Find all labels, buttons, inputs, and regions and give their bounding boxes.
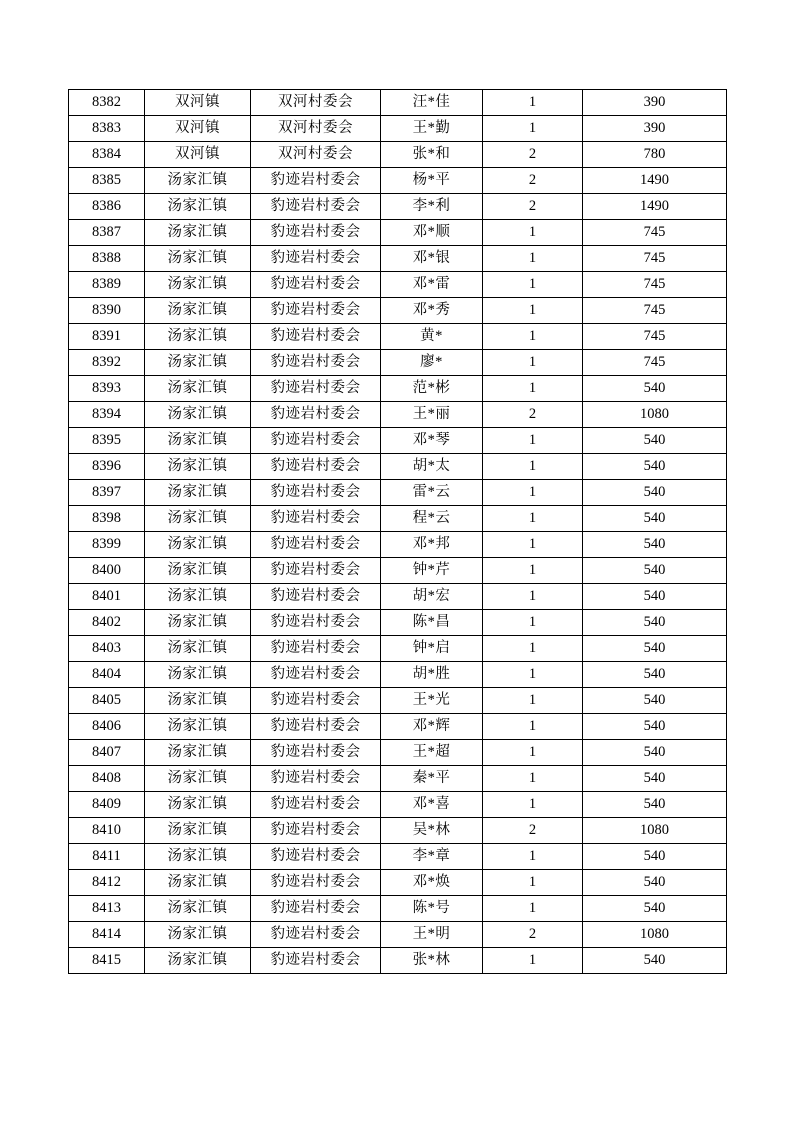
cell-person-name: 张*和 <box>381 142 483 168</box>
cell-person-name: 邓*琴 <box>381 428 483 454</box>
cell-person-count: 1 <box>483 90 583 116</box>
cell-person-name: 李*利 <box>381 194 483 220</box>
cell-village-committee: 豹迹岩村委会 <box>251 246 381 272</box>
table-row <box>69 792 727 818</box>
cell-township: 汤家汇镇 <box>145 402 251 428</box>
cell-village-committee: 豹迹岩村委会 <box>251 168 381 194</box>
cell-serial-number: 8401 <box>69 584 145 610</box>
cell-township: 汤家汇镇 <box>145 662 251 688</box>
cell-person-name: 杨*平 <box>381 168 483 194</box>
cell-amount: 540 <box>583 376 727 402</box>
cell-township: 汤家汇镇 <box>145 168 251 194</box>
cell-amount: 745 <box>583 350 727 376</box>
cell-amount: 540 <box>583 740 727 766</box>
cell-person-count: 1 <box>483 454 583 480</box>
cell-amount: 390 <box>583 90 727 116</box>
cell-amount: 1080 <box>583 922 727 948</box>
cell-village-committee: 豹迹岩村委会 <box>251 610 381 636</box>
cell-amount: 540 <box>583 480 727 506</box>
cell-person-name: 陈*昌 <box>381 610 483 636</box>
cell-person-name: 王*勤 <box>381 116 483 142</box>
cell-serial-number: 8409 <box>69 792 145 818</box>
cell-person-count: 2 <box>483 922 583 948</box>
table-row <box>69 142 727 168</box>
cell-serial-number: 8396 <box>69 454 145 480</box>
table-row <box>69 766 727 792</box>
cell-person-count: 1 <box>483 350 583 376</box>
cell-township: 汤家汇镇 <box>145 246 251 272</box>
cell-person-name: 邓*银 <box>381 246 483 272</box>
cell-township: 汤家汇镇 <box>145 870 251 896</box>
cell-person-name: 黄* <box>381 324 483 350</box>
cell-person-count: 1 <box>483 714 583 740</box>
cell-person-name: 邓*顺 <box>381 220 483 246</box>
cell-amount: 540 <box>583 506 727 532</box>
cell-serial-number: 8385 <box>69 168 145 194</box>
cell-village-committee: 豹迹岩村委会 <box>251 792 381 818</box>
table-row <box>69 948 727 974</box>
cell-person-name: 王*超 <box>381 740 483 766</box>
cell-serial-number: 8400 <box>69 558 145 584</box>
cell-township: 汤家汇镇 <box>145 792 251 818</box>
cell-person-count: 1 <box>483 662 583 688</box>
table-row <box>69 896 727 922</box>
cell-person-name: 李*章 <box>381 844 483 870</box>
cell-person-count: 1 <box>483 532 583 558</box>
cell-person-count: 1 <box>483 610 583 636</box>
cell-person-count: 1 <box>483 506 583 532</box>
cell-person-count: 1 <box>483 428 583 454</box>
cell-serial-number: 8395 <box>69 428 145 454</box>
cell-township: 汤家汇镇 <box>145 220 251 246</box>
table-row <box>69 324 727 350</box>
cell-serial-number: 8389 <box>69 272 145 298</box>
cell-township: 汤家汇镇 <box>145 350 251 376</box>
cell-person-name: 王*光 <box>381 688 483 714</box>
cell-village-committee: 豹迹岩村委会 <box>251 402 381 428</box>
cell-village-committee: 豹迹岩村委会 <box>251 844 381 870</box>
table-row <box>69 272 727 298</box>
cell-village-committee: 豹迹岩村委会 <box>251 480 381 506</box>
cell-serial-number: 8394 <box>69 402 145 428</box>
cell-village-committee: 豹迹岩村委会 <box>251 766 381 792</box>
cell-person-count: 2 <box>483 818 583 844</box>
cell-person-name: 吴*林 <box>381 818 483 844</box>
cell-serial-number: 8403 <box>69 636 145 662</box>
cell-village-committee: 豹迹岩村委会 <box>251 818 381 844</box>
cell-village-committee: 双河村委会 <box>251 116 381 142</box>
cell-serial-number: 8388 <box>69 246 145 272</box>
cell-township: 汤家汇镇 <box>145 740 251 766</box>
cell-township: 双河镇 <box>145 116 251 142</box>
cell-person-name: 邓*雷 <box>381 272 483 298</box>
cell-serial-number: 8414 <box>69 922 145 948</box>
cell-person-count: 1 <box>483 558 583 584</box>
cell-village-committee: 豹迹岩村委会 <box>251 272 381 298</box>
cell-person-count: 1 <box>483 792 583 818</box>
table-row <box>69 454 727 480</box>
cell-amount: 745 <box>583 298 727 324</box>
cell-township: 汤家汇镇 <box>145 480 251 506</box>
cell-serial-number: 8399 <box>69 532 145 558</box>
cell-amount: 540 <box>583 714 727 740</box>
cell-amount: 540 <box>583 948 727 974</box>
cell-village-committee: 豹迹岩村委会 <box>251 896 381 922</box>
cell-person-count: 2 <box>483 402 583 428</box>
cell-person-count: 1 <box>483 896 583 922</box>
cell-village-committee: 豹迹岩村委会 <box>251 454 381 480</box>
table-row <box>69 584 727 610</box>
cell-person-name: 胡*太 <box>381 454 483 480</box>
cell-village-committee: 豹迹岩村委会 <box>251 220 381 246</box>
cell-township: 汤家汇镇 <box>145 714 251 740</box>
cell-amount: 745 <box>583 272 727 298</box>
cell-person-count: 1 <box>483 948 583 974</box>
cell-amount: 745 <box>583 324 727 350</box>
table-row <box>69 350 727 376</box>
subsidy-data-table <box>68 89 727 974</box>
cell-person-count: 2 <box>483 168 583 194</box>
table-row <box>69 90 727 116</box>
cell-person-count: 1 <box>483 298 583 324</box>
cell-township: 双河镇 <box>145 142 251 168</box>
cell-township: 汤家汇镇 <box>145 636 251 662</box>
cell-person-count: 1 <box>483 376 583 402</box>
cell-village-committee: 豹迹岩村委会 <box>251 636 381 662</box>
cell-amount: 540 <box>583 662 727 688</box>
cell-amount: 540 <box>583 558 727 584</box>
cell-serial-number: 8390 <box>69 298 145 324</box>
cell-village-committee: 豹迹岩村委会 <box>251 376 381 402</box>
cell-amount: 540 <box>583 870 727 896</box>
cell-serial-number: 8408 <box>69 766 145 792</box>
cell-township: 汤家汇镇 <box>145 818 251 844</box>
table-row <box>69 376 727 402</box>
table-row <box>69 922 727 948</box>
cell-township: 汤家汇镇 <box>145 506 251 532</box>
cell-village-committee: 豹迹岩村委会 <box>251 532 381 558</box>
table-row <box>69 220 727 246</box>
cell-village-committee: 豹迹岩村委会 <box>251 740 381 766</box>
cell-person-name: 雷*云 <box>381 480 483 506</box>
table-row <box>69 532 727 558</box>
cell-village-committee: 豹迹岩村委会 <box>251 584 381 610</box>
cell-serial-number: 8404 <box>69 662 145 688</box>
cell-village-committee: 豹迹岩村委会 <box>251 298 381 324</box>
cell-person-name: 程*云 <box>381 506 483 532</box>
cell-village-committee: 豹迹岩村委会 <box>251 714 381 740</box>
cell-village-committee: 豹迹岩村委会 <box>251 506 381 532</box>
cell-person-count: 1 <box>483 844 583 870</box>
cell-township: 汤家汇镇 <box>145 558 251 584</box>
cell-person-name: 邓*喜 <box>381 792 483 818</box>
cell-person-count: 1 <box>483 324 583 350</box>
cell-amount: 745 <box>583 220 727 246</box>
cell-serial-number: 8402 <box>69 610 145 636</box>
cell-person-count: 1 <box>483 480 583 506</box>
cell-township: 汤家汇镇 <box>145 428 251 454</box>
cell-serial-number: 8398 <box>69 506 145 532</box>
cell-serial-number: 8397 <box>69 480 145 506</box>
cell-person-count: 1 <box>483 636 583 662</box>
cell-village-committee: 豹迹岩村委会 <box>251 948 381 974</box>
table-body <box>69 90 727 974</box>
cell-township: 汤家汇镇 <box>145 610 251 636</box>
table-row <box>69 246 727 272</box>
cell-village-committee: 豹迹岩村委会 <box>251 870 381 896</box>
table-row <box>69 116 727 142</box>
cell-person-count: 1 <box>483 246 583 272</box>
cell-person-count: 1 <box>483 220 583 246</box>
cell-person-name: 汪*佳 <box>381 90 483 116</box>
cell-village-committee: 豹迹岩村委会 <box>251 688 381 714</box>
cell-township: 汤家汇镇 <box>145 688 251 714</box>
cell-serial-number: 8392 <box>69 350 145 376</box>
cell-township: 汤家汇镇 <box>145 376 251 402</box>
table-row <box>69 818 727 844</box>
cell-village-committee: 豹迹岩村委会 <box>251 324 381 350</box>
cell-township: 汤家汇镇 <box>145 194 251 220</box>
data-table-container <box>68 89 726 974</box>
cell-person-name: 廖* <box>381 350 483 376</box>
cell-township: 汤家汇镇 <box>145 844 251 870</box>
cell-person-name: 邓*辉 <box>381 714 483 740</box>
table-row <box>69 870 727 896</box>
cell-amount: 540 <box>583 844 727 870</box>
cell-person-name: 胡*宏 <box>381 584 483 610</box>
cell-township: 双河镇 <box>145 90 251 116</box>
cell-amount: 745 <box>583 246 727 272</box>
cell-village-committee: 豹迹岩村委会 <box>251 350 381 376</box>
table-row <box>69 298 727 324</box>
table-row <box>69 558 727 584</box>
cell-amount: 540 <box>583 610 727 636</box>
cell-serial-number: 8393 <box>69 376 145 402</box>
table-row <box>69 168 727 194</box>
cell-person-name: 范*彬 <box>381 376 483 402</box>
table-row <box>69 194 727 220</box>
cell-township: 汤家汇镇 <box>145 454 251 480</box>
cell-serial-number: 8415 <box>69 948 145 974</box>
cell-serial-number: 8384 <box>69 142 145 168</box>
cell-person-count: 1 <box>483 688 583 714</box>
table-row <box>69 688 727 714</box>
cell-serial-number: 8391 <box>69 324 145 350</box>
cell-amount: 540 <box>583 688 727 714</box>
table-row <box>69 636 727 662</box>
cell-person-name: 钟*启 <box>381 636 483 662</box>
table-row <box>69 402 727 428</box>
cell-township: 汤家汇镇 <box>145 948 251 974</box>
cell-person-name: 邓*焕 <box>381 870 483 896</box>
cell-township: 汤家汇镇 <box>145 298 251 324</box>
cell-serial-number: 8387 <box>69 220 145 246</box>
cell-person-name: 王*丽 <box>381 402 483 428</box>
cell-amount: 1080 <box>583 818 727 844</box>
table-row <box>69 506 727 532</box>
cell-amount: 1490 <box>583 194 727 220</box>
cell-township: 汤家汇镇 <box>145 272 251 298</box>
cell-amount: 390 <box>583 116 727 142</box>
cell-township: 汤家汇镇 <box>145 324 251 350</box>
cell-serial-number: 8405 <box>69 688 145 714</box>
cell-person-count: 1 <box>483 584 583 610</box>
cell-village-committee: 豹迹岩村委会 <box>251 922 381 948</box>
cell-village-committee: 双河村委会 <box>251 90 381 116</box>
cell-village-committee: 双河村委会 <box>251 142 381 168</box>
cell-amount: 540 <box>583 428 727 454</box>
cell-serial-number: 8386 <box>69 194 145 220</box>
cell-village-committee: 豹迹岩村委会 <box>251 662 381 688</box>
cell-village-committee: 豹迹岩村委会 <box>251 428 381 454</box>
cell-serial-number: 8383 <box>69 116 145 142</box>
cell-township: 汤家汇镇 <box>145 766 251 792</box>
cell-township: 汤家汇镇 <box>145 896 251 922</box>
cell-amount: 1080 <box>583 402 727 428</box>
cell-serial-number: 8413 <box>69 896 145 922</box>
table-row <box>69 740 727 766</box>
cell-amount: 540 <box>583 454 727 480</box>
cell-person-name: 王*明 <box>381 922 483 948</box>
cell-serial-number: 8382 <box>69 90 145 116</box>
cell-person-count: 1 <box>483 272 583 298</box>
cell-person-count: 1 <box>483 766 583 792</box>
cell-amount: 540 <box>583 766 727 792</box>
cell-amount: 540 <box>583 532 727 558</box>
cell-amount: 540 <box>583 896 727 922</box>
cell-amount: 780 <box>583 142 727 168</box>
cell-person-name: 胡*胜 <box>381 662 483 688</box>
cell-serial-number: 8411 <box>69 844 145 870</box>
cell-township: 汤家汇镇 <box>145 922 251 948</box>
cell-person-count: 2 <box>483 142 583 168</box>
cell-person-name: 钟*芹 <box>381 558 483 584</box>
cell-township: 汤家汇镇 <box>145 532 251 558</box>
cell-township: 汤家汇镇 <box>145 584 251 610</box>
cell-amount: 540 <box>583 584 727 610</box>
cell-person-name: 张*林 <box>381 948 483 974</box>
cell-person-name: 邓*秀 <box>381 298 483 324</box>
cell-person-count: 1 <box>483 740 583 766</box>
cell-person-count: 2 <box>483 194 583 220</box>
cell-person-name: 秦*平 <box>381 766 483 792</box>
cell-serial-number: 8406 <box>69 714 145 740</box>
cell-amount: 1490 <box>583 168 727 194</box>
table-row <box>69 714 727 740</box>
table-row <box>69 480 727 506</box>
table-row <box>69 610 727 636</box>
cell-person-name: 邓*邦 <box>381 532 483 558</box>
cell-person-name: 陈*号 <box>381 896 483 922</box>
cell-person-count: 1 <box>483 116 583 142</box>
cell-amount: 540 <box>583 636 727 662</box>
table-row <box>69 844 727 870</box>
cell-amount: 540 <box>583 792 727 818</box>
cell-person-count: 1 <box>483 870 583 896</box>
cell-village-committee: 豹迹岩村委会 <box>251 194 381 220</box>
table-row <box>69 662 727 688</box>
cell-village-committee: 豹迹岩村委会 <box>251 558 381 584</box>
cell-serial-number: 8412 <box>69 870 145 896</box>
table-row <box>69 428 727 454</box>
cell-serial-number: 8407 <box>69 740 145 766</box>
cell-serial-number: 8410 <box>69 818 145 844</box>
